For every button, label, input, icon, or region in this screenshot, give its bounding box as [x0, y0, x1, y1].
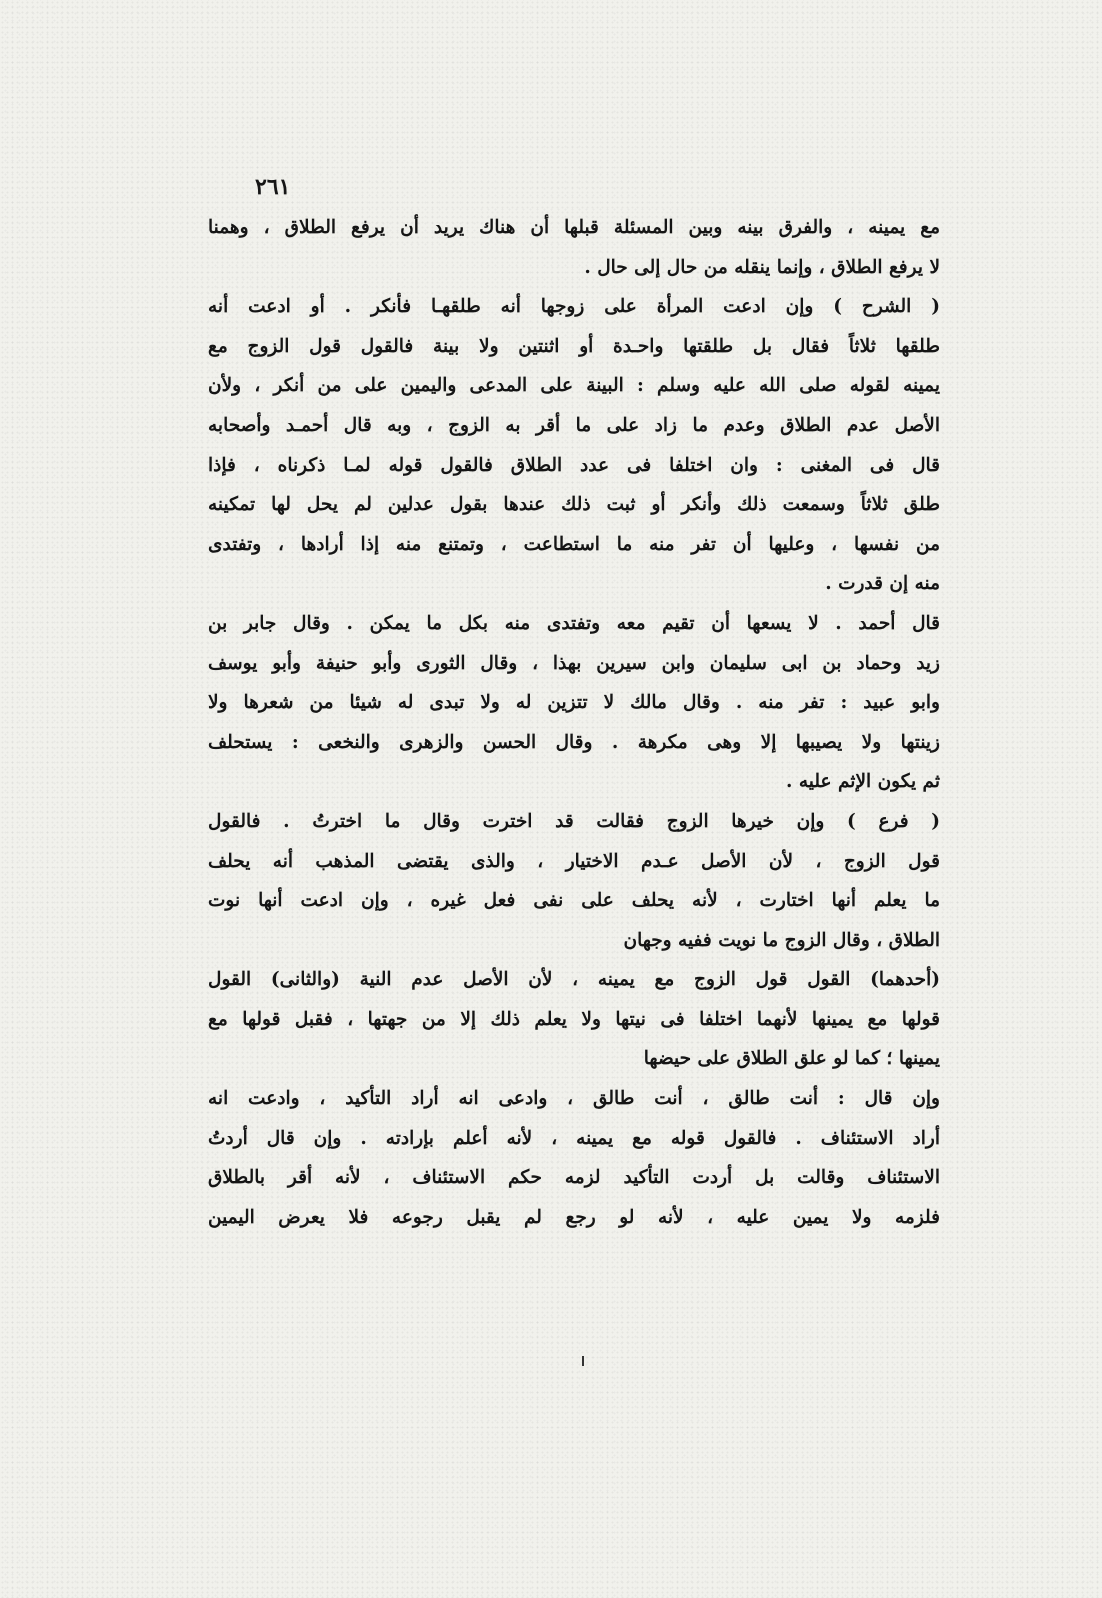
text-line: ما يعلم أنها اختارت ، لأنه يحلف على نفى فعل غيره ، وإن ادعت أنها نوت: [208, 890, 940, 912]
scan-mark: [582, 1356, 584, 1366]
text-line: طلق ثلاثاً وسمعت ذلك وأنكر أو ثبت ذلك عندها بقول عدلين لم يحل لها تمكينه: [208, 494, 940, 516]
text-line: يمينها ؛ كما لو علق الطلاق على حيضها: [643, 1048, 940, 1070]
text-line: الاستئناف وقالت بل أردت التأكيد لزمه حكم الاستئناف ، لأنه أقر بالطلاق: [208, 1167, 940, 1189]
text-line: زيد وحماد بن ابى سليمان وابن سيرين بهذا ، وقال الثورى وأبو حنيفة وأبو يوسف: [208, 652, 940, 674]
text-line: الأصل عدم الطلاق وعدم ما زاد على ما أقر به الزوج ، وبه قال أحمـد وأصحابه: [208, 414, 940, 436]
text-line: طلقها ثلاثاً فقال بل طلقتها واحـدة أو اثنتين ولا بينة فالقول قول الزوج مع: [208, 335, 940, 357]
text-line: (أحدهما) القول قول الزوج مع يمينه ، لأن الأصل عدم النية (والثانى) القول: [208, 969, 940, 991]
text-line: زينتها ولا يصيبها إلا وهى مكرهة . وقال الحسن والزهرى والنخعى : يستحلف: [208, 731, 940, 753]
text-line: مع يمينه ، والفرق بينه وبين المسئلة قبلها أن هناك يريد أن يرفع الطلاق ، وهمنا: [208, 217, 940, 238]
text-line: ( الشرح ) وإن ادعت المرأة على زوجها أنه طلقهـا فأنكر . أو ادعت أنه: [208, 296, 940, 318]
body-text: [208, 208, 940, 1237]
text-line: يمينه لقوله صلى الله عليه وسلم : البينة على المدعى واليمين على من أنكر ، ولأن: [208, 375, 940, 397]
text-line: الطلاق ، وقال الزوج ما نويت ففيه وجهان: [623, 929, 940, 951]
text-line: وإن قال : أنت طالق ، أنت طالق ، وادعى انه أراد التأكيد ، وادعت انه: [208, 1088, 940, 1110]
text-line: قال فى المغنى : وان اختلفا فى عدد الطلاق فالقول قوله لمـا ذكرناه ، فإذا: [208, 454, 940, 476]
text-line: ثم يكون الإثم عليه .: [786, 771, 940, 793]
page-number: ٢٦١: [255, 174, 291, 200]
text-line: قولها مع يمينها لأنهما اختلفا فى نيتها ولا يعلم ذلك إلا من جهتها ، فقبل قولها مع: [208, 1008, 940, 1030]
text-line: منه إن قدرت .: [825, 573, 940, 595]
text-line: فلزمه ولا يمين عليه ، لأنه لو رجع لم يقبل رجوعه فلا يعرض اليمين: [208, 1206, 940, 1228]
text-line: وابو عبيد : تفر منه . وقال مالك لا تتزين له ولا تبدى له شيئا من شعرها ولا: [208, 692, 940, 714]
text-line: ( فرع ) وإن خيرها الزوج فقالت قد اخترت وقال ما اخترتُ . فالقول: [208, 810, 940, 832]
text-line: لا يرفع الطلاق ، وإنما ينقله من حال إلى حال .: [584, 256, 940, 278]
text-line: قال أحمد . لا يسعها أن تقيم معه وتفتدى منه بكل ما يمكن . وقال جابر بن: [208, 612, 940, 634]
text-line: أراد الاستئناف . فالقول قوله مع يمينه ، لأنه أعلم بإرادته . وإن قال أردتُ: [208, 1127, 940, 1149]
text-line: من نفسها ، وعليها أن تفر منه ما استطاعت ، وتمتنع منه إذا أرادها ، وتفتدى: [208, 533, 940, 555]
text-line: قول الزوج ، لأن الأصل عـدم الاختيار ، والذى يقتضى المذهب أنه يحلف: [208, 850, 940, 872]
